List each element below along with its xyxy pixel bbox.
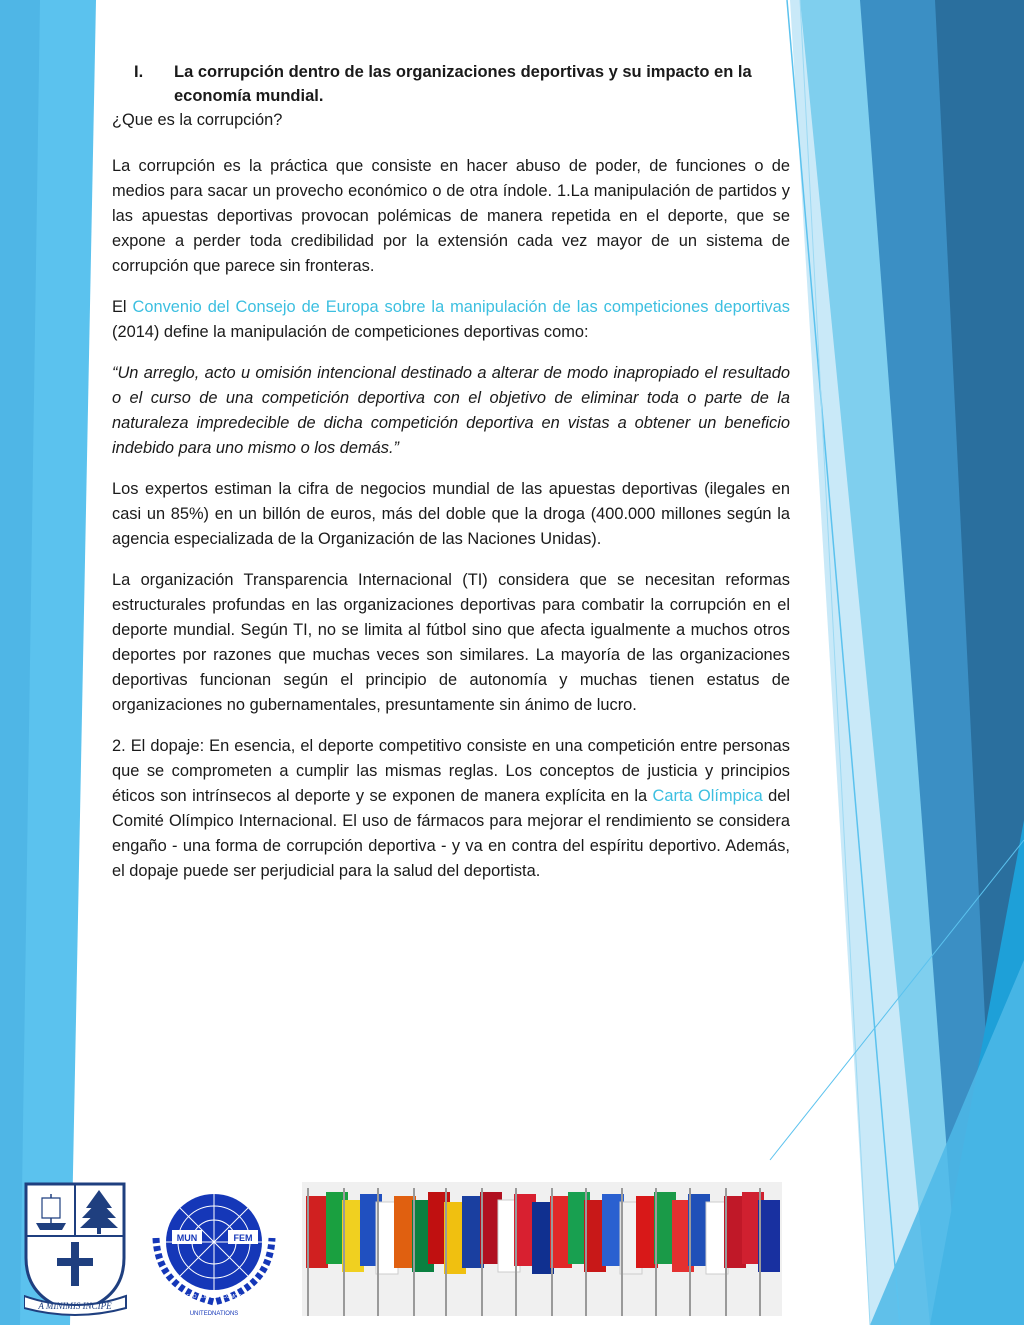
flags-banner [302, 1182, 782, 1316]
mun-ring-text: MODELO ALIANZA · COMODORO [174, 1294, 254, 1300]
paragraph-dopaje [112, 734, 790, 884]
section-heading [112, 60, 790, 108]
paragraph-definition: La corrupción es la práctica que consiste en hacer abuso de poder, de funciones o de medios para sacar un provecho económico o de otra índole. 1.La manipulación de partidos y las apuestas deportivas provocan polémicas de manera repetida en el deporte, que se expone a perder toda credibilidad por la extensión cada vez mayor de un sistema de corrupción que parece sin fronteras. [112, 157, 790, 275]
p5-end: del Comité Olímpico Internacional. El uso de fármacos para mejorar el rendimiento se considera engaño - una forma de corrupción deportiva - y va en contra del espíritu deportivo. Además, el dopaje puede ser perjudicial para la salud del deportista. [112, 787, 790, 880]
question-line: ¿Que es la corrupción? [112, 111, 283, 129]
heading-number: I. [134, 63, 144, 81]
p2-start: El [112, 298, 133, 316]
paragraph-transparencia: La organización Transparencia Internacional (TI) considera que se necesitan reformas estructurales profundas en las organizaciones deportivas para combatir la corrupción en el deporte mundial. Según TI, no se limita al fútbol sino que afecta igualmente a muchos otros deportes por razones que muchas veces son similares. La mayoría de las organizaciones deportivas funcionan según el principio de autonomía y muchas tienen estatus de organizaciones no gubernamentales, presuntamente sin ánimo de lucro. [112, 571, 790, 714]
flag [306, 1196, 328, 1268]
flag [758, 1200, 780, 1272]
un-label: UNITEDNATIONS [189, 1311, 239, 1317]
school-crest-logo [24, 1184, 126, 1315]
p2-end: (2014) define la manipulación de competiciones deportivas como: [112, 323, 589, 341]
mun-fem-logo [152, 1180, 276, 1317]
logos-strip [24, 1178, 784, 1318]
mun-left-label: MUN [176, 1233, 198, 1243]
heading-title: La corrupción dentro de las organizaciones deportivas y su impacto en la economía mundial. [174, 63, 752, 105]
p5-start: 2. El dopaje: En esencia, el deporte competitivo consiste en una competición entre personas que se comprometen a cumplir las mismas reglas. Los conceptos de justicia y principios éticos son intrínsecos al deporte y se exponen de manera explícita en la [112, 737, 790, 805]
school-motto: A MINIMIS INCIPE [38, 1301, 112, 1311]
carta-olimpica-link[interactable]: Carta Olímpica [652, 787, 763, 805]
convenio-link[interactable]: Convenio del Consejo de Europa sobre la manipulación de las competiciones deportivas [132, 298, 790, 316]
paragraph-convenio [112, 295, 790, 345]
paragraph-apuestas: Los expertos estiman la cifra de negocios mundial de las apuestas deportivas (ilegales en casi un 85%) en un billón de euros, más del doble que la droga (400.000 millones según la agencia especializada de la Organización de las Naciones Unidas). [112, 480, 790, 548]
quote-paragraph: “Un arreglo, acto u omisión intencional destinado a alterar de modo inapropiado el resultado o el curso de una competición deportiva con el objetivo de eliminar toda o parte de la naturaleza impredecible de dicha competición deportiva en vistas a obtener un beneficio indebido para uno mismo o los demás.” [112, 364, 790, 457]
document-body [112, 60, 790, 900]
mun-right-label: FEM [233, 1233, 253, 1243]
